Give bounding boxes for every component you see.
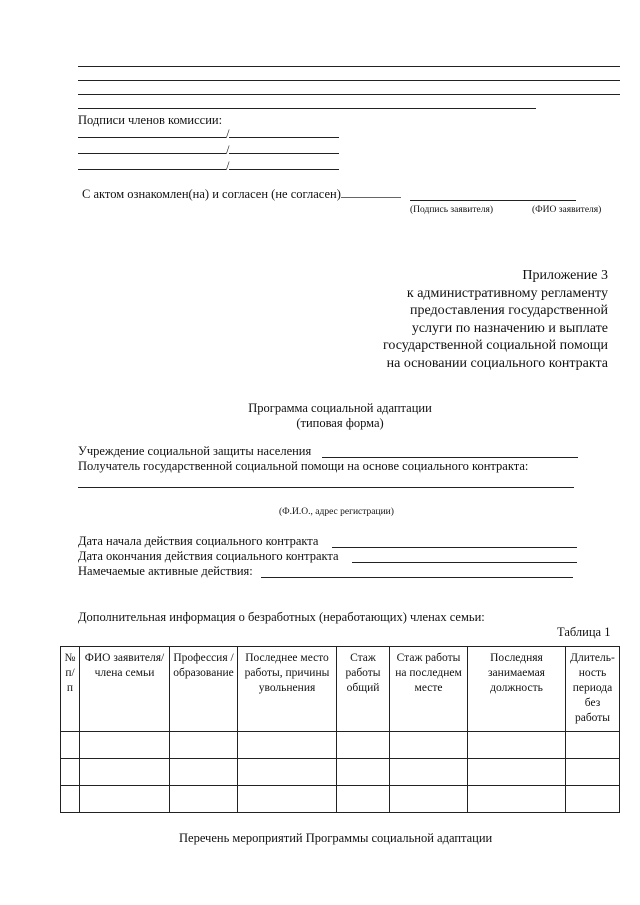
table-row (61, 732, 620, 759)
table-cell[interactable] (566, 786, 620, 813)
signature-line (78, 159, 339, 174)
end-date-label: Дата окончания действия социального контракта (78, 549, 339, 563)
header-last-workplace: Последнее место работы, причины увольнения (238, 647, 337, 732)
acknowledge-text: С актом ознакомлен(на) и согласен (не согласен) (82, 187, 341, 201)
program-subtitle: (типовая форма) (296, 416, 384, 430)
actions-blank (261, 577, 573, 578)
institution-blank (322, 457, 578, 458)
table-cell[interactable] (337, 786, 390, 813)
table-row (61, 759, 620, 786)
appendix-line: на основании социального контракта (386, 355, 608, 371)
table-cell[interactable] (61, 786, 80, 813)
signature-separator: / (226, 159, 230, 173)
additional-info: Дополнительная информация о безработных (неработающих) членах семьи: (78, 610, 485, 624)
start-date-label: Дата начала действия социального контракта (78, 534, 319, 548)
signature-line (78, 143, 339, 158)
actions-label: Намечаемые активные действия: (78, 564, 253, 578)
table-cell[interactable] (566, 759, 620, 786)
appendix-block (383, 267, 608, 372)
header-profession: Профессия /образование (170, 647, 238, 732)
caption-name: (ФИО заявителя) (532, 205, 602, 215)
table-cell[interactable] (390, 759, 468, 786)
blank-line (78, 80, 620, 81)
table-cell[interactable] (170, 786, 238, 813)
table-cell[interactable] (170, 732, 238, 759)
appendix-line: предоставления государственной (409, 303, 608, 318)
table-cell[interactable] (468, 759, 566, 786)
table-cell[interactable] (80, 732, 170, 759)
table-cell[interactable] (468, 732, 566, 759)
appendix-line: Приложение 3 (522, 268, 608, 283)
program-title: Программа социальной адаптации (248, 401, 432, 415)
start-date-blank (332, 547, 577, 548)
caption-signature: (Подпись заявителя) (410, 205, 493, 215)
table-label: Таблица 1 (557, 625, 611, 639)
institution-field (78, 444, 311, 459)
activities-list-title: Перечень мероприятий Программы социальной адаптации (179, 831, 493, 845)
program-title-block (240, 401, 440, 431)
recipient-label: Получатель государственной социальной помощи на основе социального контракта: (78, 459, 529, 473)
table-cell[interactable] (80, 759, 170, 786)
table-cell[interactable] (238, 732, 337, 759)
table-header-row (61, 647, 620, 732)
table-cell[interactable] (238, 759, 337, 786)
table-cell[interactable] (337, 759, 390, 786)
blank-line (78, 94, 620, 95)
table-cell[interactable] (61, 759, 80, 786)
acknowledge-line (82, 187, 401, 202)
end-date-blank (352, 562, 577, 563)
acknowledge-signature-line (410, 200, 576, 201)
table-cell[interactable] (170, 759, 238, 786)
appendix-line: услуги по назначению и выплате (411, 320, 608, 336)
signature-separator: / (226, 143, 230, 157)
table-cell[interactable] (468, 786, 566, 813)
appendix-line: к административному регламенту (406, 285, 608, 301)
header-number: № п/п (61, 647, 80, 732)
table-cell[interactable] (390, 786, 468, 813)
blank-line (78, 66, 620, 67)
recipient-blank (78, 487, 574, 488)
header-last-experience: Стаж работы на последнем месте (390, 647, 468, 732)
fio-caption: (Ф.И.О., адрес регистрации) (279, 507, 394, 517)
family-members-table (60, 646, 620, 813)
header-total-experience: Стаж работы общий (337, 647, 390, 732)
table-cell[interactable] (337, 732, 390, 759)
table-cell[interactable] (238, 786, 337, 813)
header-fio: ФИО заявителя/ члена семьи (80, 647, 170, 732)
blank-line (78, 108, 536, 109)
signatures-label: Подписи членов комиссии: (78, 113, 223, 127)
table-row (61, 786, 620, 813)
appendix-line: государственной социальной помощи (382, 338, 608, 353)
table-cell[interactable] (61, 732, 80, 759)
signature-separator: / (226, 127, 230, 141)
header-unemployment-duration: Длитель-ность периода без работы (566, 647, 620, 732)
signature-line (78, 127, 339, 142)
header-last-position: Последняя занимаемая должность (468, 647, 566, 732)
table-cell[interactable] (80, 786, 170, 813)
table-cell[interactable] (390, 732, 468, 759)
institution-label: Учреждение социальной защиты населения (78, 444, 312, 458)
table-cell[interactable] (566, 732, 620, 759)
